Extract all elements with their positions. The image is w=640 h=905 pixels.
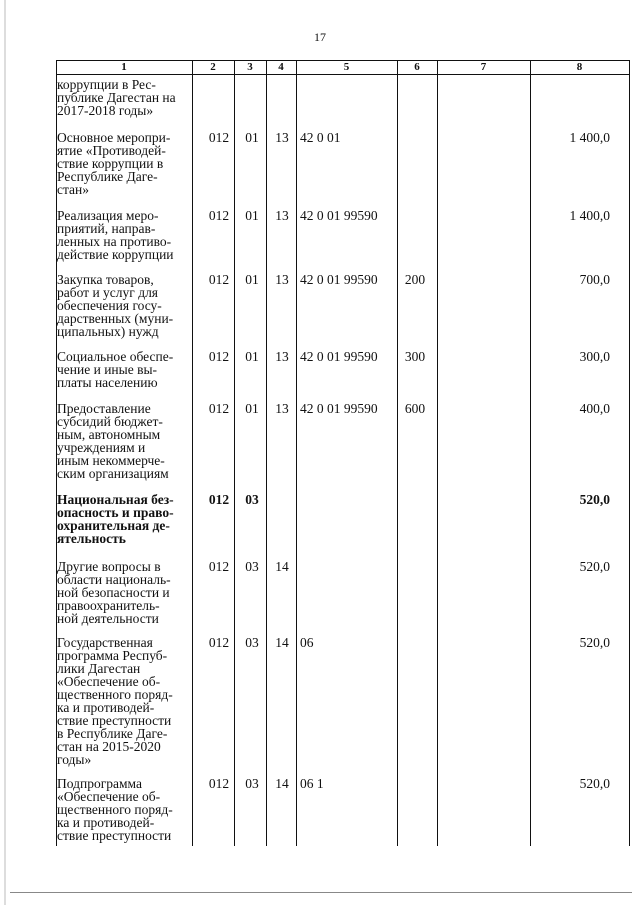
cell-c6: 300 <box>404 349 426 364</box>
header-cell: 5 <box>343 61 350 73</box>
cell-c4: 14 <box>275 635 289 650</box>
row-name: Другие вопросы в области националь- ной безопасности и правоохранитель- ной деятельности <box>57 559 171 626</box>
cell-c5: 42 0 01 99590 <box>300 401 378 416</box>
cell-c5: 42 0 01 99590 <box>300 349 378 364</box>
cell-c2: 012 <box>208 492 230 507</box>
cell-c3: 01 <box>245 208 259 223</box>
cell-c6: 200 <box>404 272 426 287</box>
row-name: Национальная без- опасность и право- охранительная де- ятельность <box>57 492 174 546</box>
cell-c8: 300,0 <box>579 349 610 364</box>
header-cell: 8 <box>576 61 583 73</box>
cell-c3: 03 <box>245 492 259 507</box>
cell-c5: 42 0 01 99590 <box>300 208 378 223</box>
row-name: Подпрограмма «Обеспечение об- щественного поряд- ка и противодей- ствие преступности <box>57 776 173 843</box>
cell-c8: 700,0 <box>579 272 610 287</box>
cell-c4: 13 <box>275 208 289 223</box>
cell-c3: 03 <box>245 559 259 574</box>
cell-c6: 600 <box>404 401 426 416</box>
cell-c5: 42 0 01 99590 <box>300 272 378 287</box>
cell-c3: 01 <box>245 349 259 364</box>
cell-c5: 06 <box>300 635 314 650</box>
scan-edge <box>10 892 632 893</box>
cell-c4: 14 <box>275 559 289 574</box>
header-cell: 2 <box>210 61 216 73</box>
column-divider <box>266 61 267 846</box>
cell-c8: 1 400,0 <box>569 130 610 145</box>
cell-c2: 012 <box>208 272 230 287</box>
cell-c8: 1 400,0 <box>569 208 610 223</box>
row-name: Реализация меро- приятий, направ- ленных на противо- действие коррупции <box>57 208 174 262</box>
row-name: коррупции в Рес- публике Дагестан на 2017-2018 годы» <box>57 77 176 118</box>
cell-c4: 13 <box>275 349 289 364</box>
cell-c5: 42 0 01 <box>300 130 341 145</box>
column-divider <box>192 61 193 846</box>
cell-c4: 13 <box>275 272 289 287</box>
row-name: Основное меропри- ятие «Противодей- ствие коррупции в Республике Даге- стан» <box>57 130 171 197</box>
row-name: Предоставление субсидий бюджет- ным, автономным учреждениям и иным некоммерче- ским организациям <box>57 401 169 481</box>
row-name: Государственная программа Респуб- лики Дагестан «Обеспечение об- щественного поряд- ка и противодей- ствие преступности в Республике Даге- стан на 2015-2020 годы» <box>57 635 173 767</box>
cell-c3: 01 <box>245 401 259 416</box>
header-cell: 4 <box>278 61 284 73</box>
table-header <box>56 61 630 75</box>
cell-c2: 012 <box>208 130 230 145</box>
cell-c4: 14 <box>275 776 289 791</box>
page-number: 17 <box>314 30 326 44</box>
cell-c2: 012 <box>208 208 230 223</box>
cell-c4: 13 <box>275 130 289 145</box>
scan-edge <box>4 0 6 905</box>
cell-c5: 06 1 <box>300 776 324 791</box>
cell-c2: 012 <box>208 776 230 791</box>
column-divider <box>234 61 235 846</box>
row-name: Социальное обеспе- чение и иные вы- платы населению <box>57 349 174 390</box>
cell-c3: 03 <box>245 635 259 650</box>
cell-c8: 400,0 <box>579 401 610 416</box>
cell-c8: 520,0 <box>579 559 610 574</box>
row-name: Закупка товаров, работ и услуг для обеспечения госу- дарственных (муни- ципальных) нужд <box>57 272 174 339</box>
cell-c8: 520,0 <box>579 492 610 507</box>
cell-c3: 01 <box>245 272 259 287</box>
header-cell: 1 <box>121 61 127 73</box>
header-cell: 3 <box>247 61 253 73</box>
budget-table <box>56 60 630 846</box>
cell-c2: 012 <box>208 349 230 364</box>
column-divider <box>629 61 630 846</box>
cell-c2: 012 <box>208 401 230 416</box>
cell-c4: 13 <box>275 401 289 416</box>
cell-c8: 520,0 <box>579 776 610 791</box>
column-divider <box>437 61 438 846</box>
column-divider <box>530 61 531 846</box>
cell-c3: 01 <box>245 130 259 145</box>
cell-c2: 012 <box>208 635 230 650</box>
header-cell: 7 <box>480 61 487 73</box>
cell-c8: 520,0 <box>579 635 610 650</box>
header-cell: 6 <box>414 61 420 73</box>
cell-c3: 03 <box>245 776 259 791</box>
column-divider <box>397 61 398 846</box>
column-divider <box>296 61 297 846</box>
cell-c2: 012 <box>208 559 230 574</box>
